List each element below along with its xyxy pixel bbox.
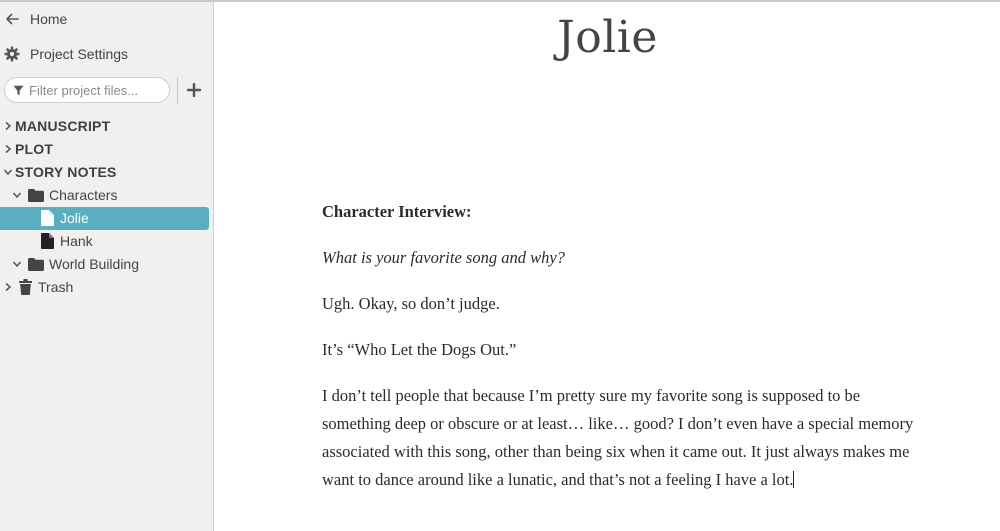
plus-icon	[187, 83, 201, 97]
toolbar-divider	[177, 77, 178, 104]
interview-heading: Character Interview:	[322, 202, 472, 221]
document-title: Jolie	[557, 12, 658, 63]
gear-icon	[4, 46, 20, 62]
tree-label-jolie: Jolie	[60, 210, 89, 226]
tree-label-manuscript: MANUSCRIPT	[15, 118, 111, 134]
chevron-down-icon	[12, 190, 22, 200]
tree-label-plot: PLOT	[15, 141, 54, 157]
tree-section-manuscript[interactable]	[0, 115, 214, 137]
tree-label-characters: Characters	[49, 187, 118, 203]
filter-icon	[13, 85, 29, 96]
folder-icon	[28, 187, 44, 203]
paragraph-last	[322, 382, 922, 494]
tree-section-plot[interactable]	[0, 138, 214, 160]
folder-icon	[28, 256, 44, 272]
editor-pane[interactable]	[215, 2, 1000, 531]
filter-project-files-input[interactable]	[29, 83, 164, 98]
tree-item-trash[interactable]	[0, 276, 214, 298]
tree-label-trash: Trash	[38, 279, 74, 295]
chevron-right-icon	[3, 144, 13, 154]
tree-section-story-notes[interactable]	[0, 161, 214, 183]
project-settings-link[interactable]	[0, 42, 128, 66]
tree-label-hank: Hank	[60, 233, 93, 249]
document-body[interactable]	[322, 198, 922, 512]
home-label: Home	[30, 11, 68, 27]
tree-label-world-building: World Building	[49, 256, 140, 272]
chevron-down-icon	[12, 259, 22, 269]
trash-icon	[17, 279, 33, 295]
tree-folder-characters[interactable]	[0, 184, 214, 206]
interview-question: What is your favorite song and why?	[322, 248, 565, 267]
chevron-right-icon	[3, 121, 13, 131]
tree-item-hank[interactable]	[0, 230, 214, 252]
home-link[interactable]	[0, 7, 67, 31]
tree-label-story-notes: STORY NOTES	[15, 164, 117, 180]
document-icon	[39, 233, 55, 249]
chevron-down-icon	[3, 167, 13, 177]
filter-box	[4, 77, 170, 103]
tree-folder-world-building[interactable]	[0, 253, 214, 275]
add-file-button[interactable]	[184, 80, 204, 100]
arrow-left-icon	[4, 11, 20, 27]
chevron-right-icon	[3, 282, 13, 292]
paragraph: It’s “Who Let the Dogs Out.”	[322, 340, 517, 359]
sidebar	[0, 2, 214, 531]
document-icon	[39, 210, 55, 226]
text-cursor	[793, 471, 794, 488]
project-settings-label: Project Settings	[30, 46, 129, 62]
paragraph-text: I don’t tell people that because I’m pretty sure my favorite song is supposed to be something deep or obscure or at least… like… good? I don’t even have a special memory associated with this song, other than being six when it came out. It just always makes me want to dance around like a lunatic, and that’s not a feeling I have a lot.	[322, 386, 914, 489]
tree-item-jolie[interactable]	[0, 207, 214, 229]
paragraph: Ugh. Okay, so don’t judge.	[322, 294, 500, 313]
